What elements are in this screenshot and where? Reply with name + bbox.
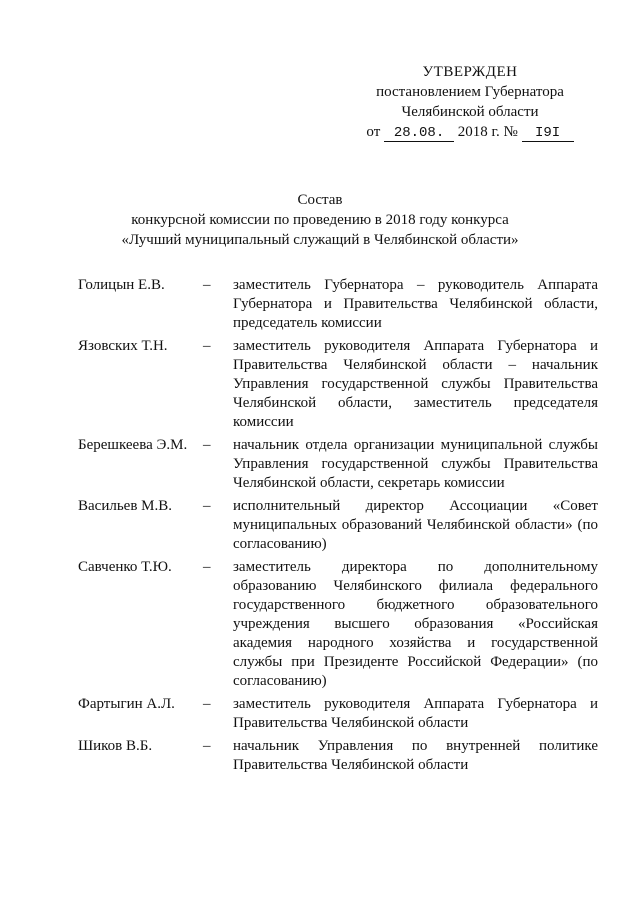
member-name: Васильев М.В. <box>78 498 173 514</box>
member-row <box>78 558 598 691</box>
approval-block <box>350 62 590 142</box>
member-dash: – <box>203 498 211 514</box>
member-dash: – <box>203 277 211 293</box>
member-row <box>78 436 598 493</box>
member-role: начальник отдела организации муниципальной службы Управления государственной службы Правительства Челябинской области, секретарь комиссии <box>233 437 598 491</box>
member-row <box>78 497 598 554</box>
heading-line-1: Состав <box>297 192 343 208</box>
heading-line-3: «Лучший муниципальный служащий в Челябинской области» <box>121 232 519 248</box>
approval-date-line <box>350 122 590 142</box>
member-name: Язовских Т.Н. <box>78 338 168 354</box>
member-row <box>78 695 598 733</box>
heading-line-2: конкурсной комиссии по проведению в 2018 году конкурса <box>131 212 509 228</box>
member-name: Фартыгин А.Л. <box>78 696 175 712</box>
member-name: Шиков В.Б. <box>78 738 153 754</box>
approval-year-text: 2018 г. № <box>457 124 518 140</box>
member-dash: – <box>203 696 211 712</box>
member-dash: – <box>203 559 211 575</box>
member-name: Берешкеева Э.М. <box>78 437 188 453</box>
member-role: заместитель руководителя Аппарата Губернатора и Правительства Челябинской области <box>233 696 598 731</box>
member-role: заместитель Губернатора – руководитель Аппарата Губернатора и Правительства Челябинской области, председатель комиссии <box>233 277 598 331</box>
member-dash: – <box>203 738 211 754</box>
members-list <box>78 276 598 779</box>
member-name: Савченко Т.Ю. <box>78 559 172 575</box>
approval-line-2: Челябинской области <box>401 104 539 120</box>
document-heading <box>100 190 540 250</box>
approval-number: I9I <box>522 125 574 142</box>
member-row <box>78 276 598 333</box>
member-dash: – <box>203 338 211 354</box>
member-role: заместитель директора по дополнительному образованию Челябинского филиала федерального государственного бюджетного образовательного учреждения высшего образования «Российская академия народного хозяйства и государственной службы при Президенте Российской Федерации» (по согласованию) <box>233 559 598 689</box>
member-name: Голицын Е.В. <box>78 277 165 293</box>
member-role: заместитель руководителя Аппарата Губернатора и Правительства Челябинской области – начальник Управления государственной службы Правительства Челябинской области, заместитель председателя комиссии <box>233 338 598 430</box>
approval-line-1: постановлением Губернатора <box>376 84 564 100</box>
approval-prefix: от <box>366 124 381 140</box>
approval-title: УТВЕРЖДЕН <box>422 64 518 80</box>
member-dash: – <box>203 437 211 453</box>
member-row <box>78 737 598 775</box>
member-role: исполнительный директор Ассоциации «Совет муниципальных образований Челябинской области» (по согласованию) <box>233 498 598 552</box>
approval-date: 28.08. <box>384 125 454 142</box>
member-role: начальник Управления по внутренней политике Правительства Челябинской области <box>233 738 598 773</box>
member-row <box>78 337 598 432</box>
